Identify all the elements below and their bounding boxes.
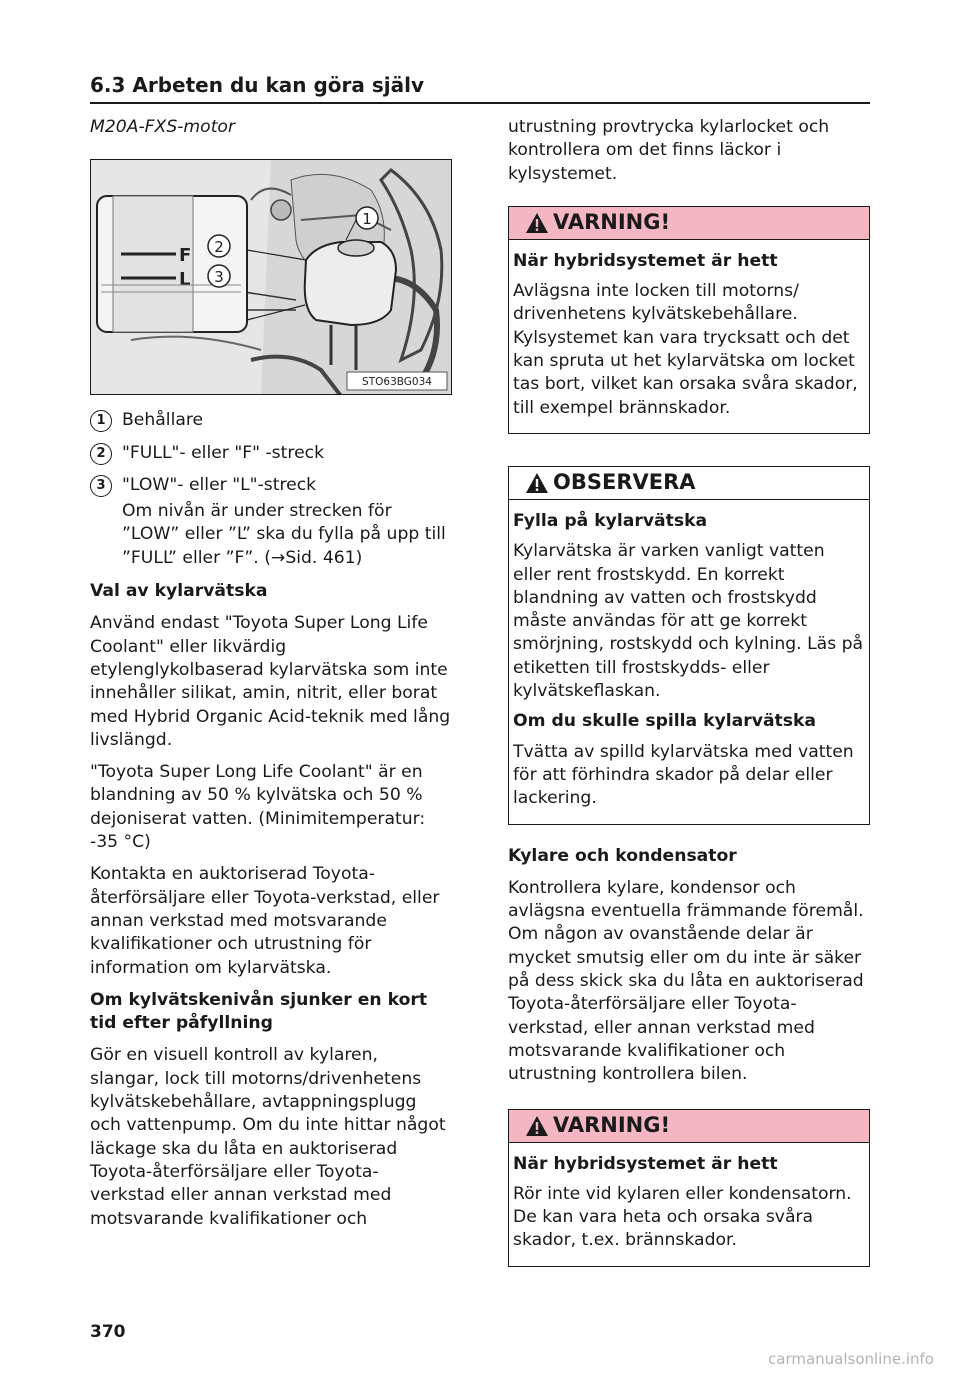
- legend-item-2: [90, 442, 452, 465]
- notice-text-2: Tvätta av spilld kylarvätska med vatten för att förhindra skador på delar eller lackering.: [513, 741, 854, 809]
- callout-1-label: 1: [362, 210, 372, 229]
- coolant-heading: Val av kylarvätska: [90, 581, 268, 602]
- callout-3-label: 3: [214, 268, 224, 287]
- warning-box-header: [509, 1110, 869, 1143]
- warning-triangle-icon: [525, 1115, 549, 1137]
- coolant-reservoir-illustration: [91, 160, 452, 395]
- legend-number: 1: [90, 410, 112, 432]
- warning-title: VARNING!: [553, 210, 671, 235]
- engine-bay-figure: [90, 159, 452, 395]
- warning-box-body: [509, 240, 869, 433]
- warning-heading: När hybridsystemet är hett: [513, 250, 778, 271]
- legend-number: 2: [90, 443, 112, 465]
- right-column: [508, 116, 870, 1287]
- notice-box-body: [509, 500, 869, 824]
- legend-text: "FULL"- eller "F" -streck: [122, 442, 325, 463]
- warning-box-2: [508, 1109, 870, 1267]
- notice-heading-2: Om du skulle spilla kylarvätska: [513, 711, 817, 732]
- radiator-heading: Kylare och kondensator: [508, 845, 737, 866]
- warning-box-1: [508, 206, 870, 434]
- figure-code: STO63BG034: [362, 376, 432, 389]
- legend-text: Behållare: [122, 410, 204, 431]
- level-drop-paragraph: Gör en visuell kontroll av kylaren, slangar, lock till motorns/drivenhetens kylvätskebehållare, avtappningsplugg och vattenpump. Om du inte hittar något läckage ska du låta en auktoriserad Toyota-återförsäljare eller Toyota-verkstad eller annan verkstad med motsvarande kvalifikationer och: [90, 1045, 446, 1229]
- warning-box-body: [509, 1143, 869, 1266]
- notice-title: OBSERVERA: [553, 470, 696, 495]
- warning-box-header: [509, 207, 869, 240]
- notice-text-1: Kylarvätska är varken vanligt vatten eller rent frostskydd. En korrekt blandning av vatten och frostskydd måste användas för att ge korrekt smörjning, rostskydd och kylning. Läs på etiketten till frostskydds- eller kylvätskeflaskan.: [513, 541, 864, 702]
- radiator-paragraph: Kontrollera kylare, kondensor och avlägsna eventuella främmande föremål. Om någon av ovanstående delar är mycket smutsig eller om du inte är säker på dess skick ska du låta en auktoriserad Toyota-återförsäljare eller Toyota-verkstad, eller annan verkstad med motsvarande kvalifikationer och utrustning kontrollera bilen.: [508, 877, 864, 1085]
- left-column: [90, 116, 452, 1240]
- notice-box-header: [509, 467, 869, 500]
- warning-text: Avlägsna inte locken till motorns/ drivenhetens kylvätskebehållare. Kylsystemet kan vara trycksatt och det kan spruta ut het kylarvätska om locket tas bort, vilket kan orsaka svåra skador, till exempel brännskador.: [513, 281, 858, 418]
- legend-number: 3: [90, 475, 112, 497]
- legend-item-3: [90, 474, 452, 497]
- caution-triangle-icon: [525, 472, 549, 494]
- coolant-paragraph-3: Kontakta en auktoriserad Toyota-återförsäljare eller Toyota-verkstad, eller annan verkstad med motsvarande kvalifikationer och utrustning för information om kylarvätska.: [90, 864, 440, 978]
- engine-label: M20A-FXS-motor: [90, 117, 236, 137]
- level-drop-heading: Om kylvätskenivån sjunker en kort tid efter påfyllning: [90, 989, 428, 1034]
- notice-heading-1: Fylla på kylarvätska: [513, 510, 708, 531]
- low-mark: L: [179, 269, 191, 291]
- watermark: carmanualsonline.info: [768, 1350, 934, 1368]
- legend-item-1: [90, 409, 452, 432]
- warning-title: VARNING!: [553, 1112, 671, 1137]
- coolant-paragraph-2: "Toyota Super Long Life Coolant" är en blandning av 50 % kylvätska och 50 % dejoniserat vatten. (Minimitemperatur: -35 °C): [90, 762, 426, 853]
- notice-box: [508, 466, 870, 825]
- coolant-paragraph-1: Använd endast "Toyota Super Long Life Coolant" eller likvärdig etylenglykolbaserad kylarvätska som inte innehåller silikat, amin, nitrit, eller borat med Hybrid Organic Acid-teknik med lång livslängd.: [90, 613, 451, 750]
- warning-heading: När hybridsystemet är hett: [513, 1153, 778, 1174]
- warning-triangle-icon: [525, 212, 549, 234]
- continued-paragraph: utrustning provtrycka kylarlocket och kontrollera om det finns läckor i kylsystemet.: [508, 117, 830, 184]
- page-header: [90, 72, 870, 104]
- full-mark: F: [179, 245, 192, 267]
- section-title: 6.3 Arbeten du kan göra själv: [90, 73, 424, 97]
- callout-2-label: 2: [214, 238, 224, 257]
- page-number: 370: [90, 1322, 126, 1342]
- legend-note: Om nivån är under strecken för ”LOW” eller ”L” ska du fylla på upp till ”FULL” eller ”F”. (→Sid. 461): [122, 501, 446, 568]
- warning-text: Rör inte vid kylaren eller kondensatorn. De kan vara heta och orsaka svåra skador, t.ex. brännskador.: [513, 1183, 852, 1251]
- legend-text: "LOW"- eller "L"-streck: [122, 474, 317, 495]
